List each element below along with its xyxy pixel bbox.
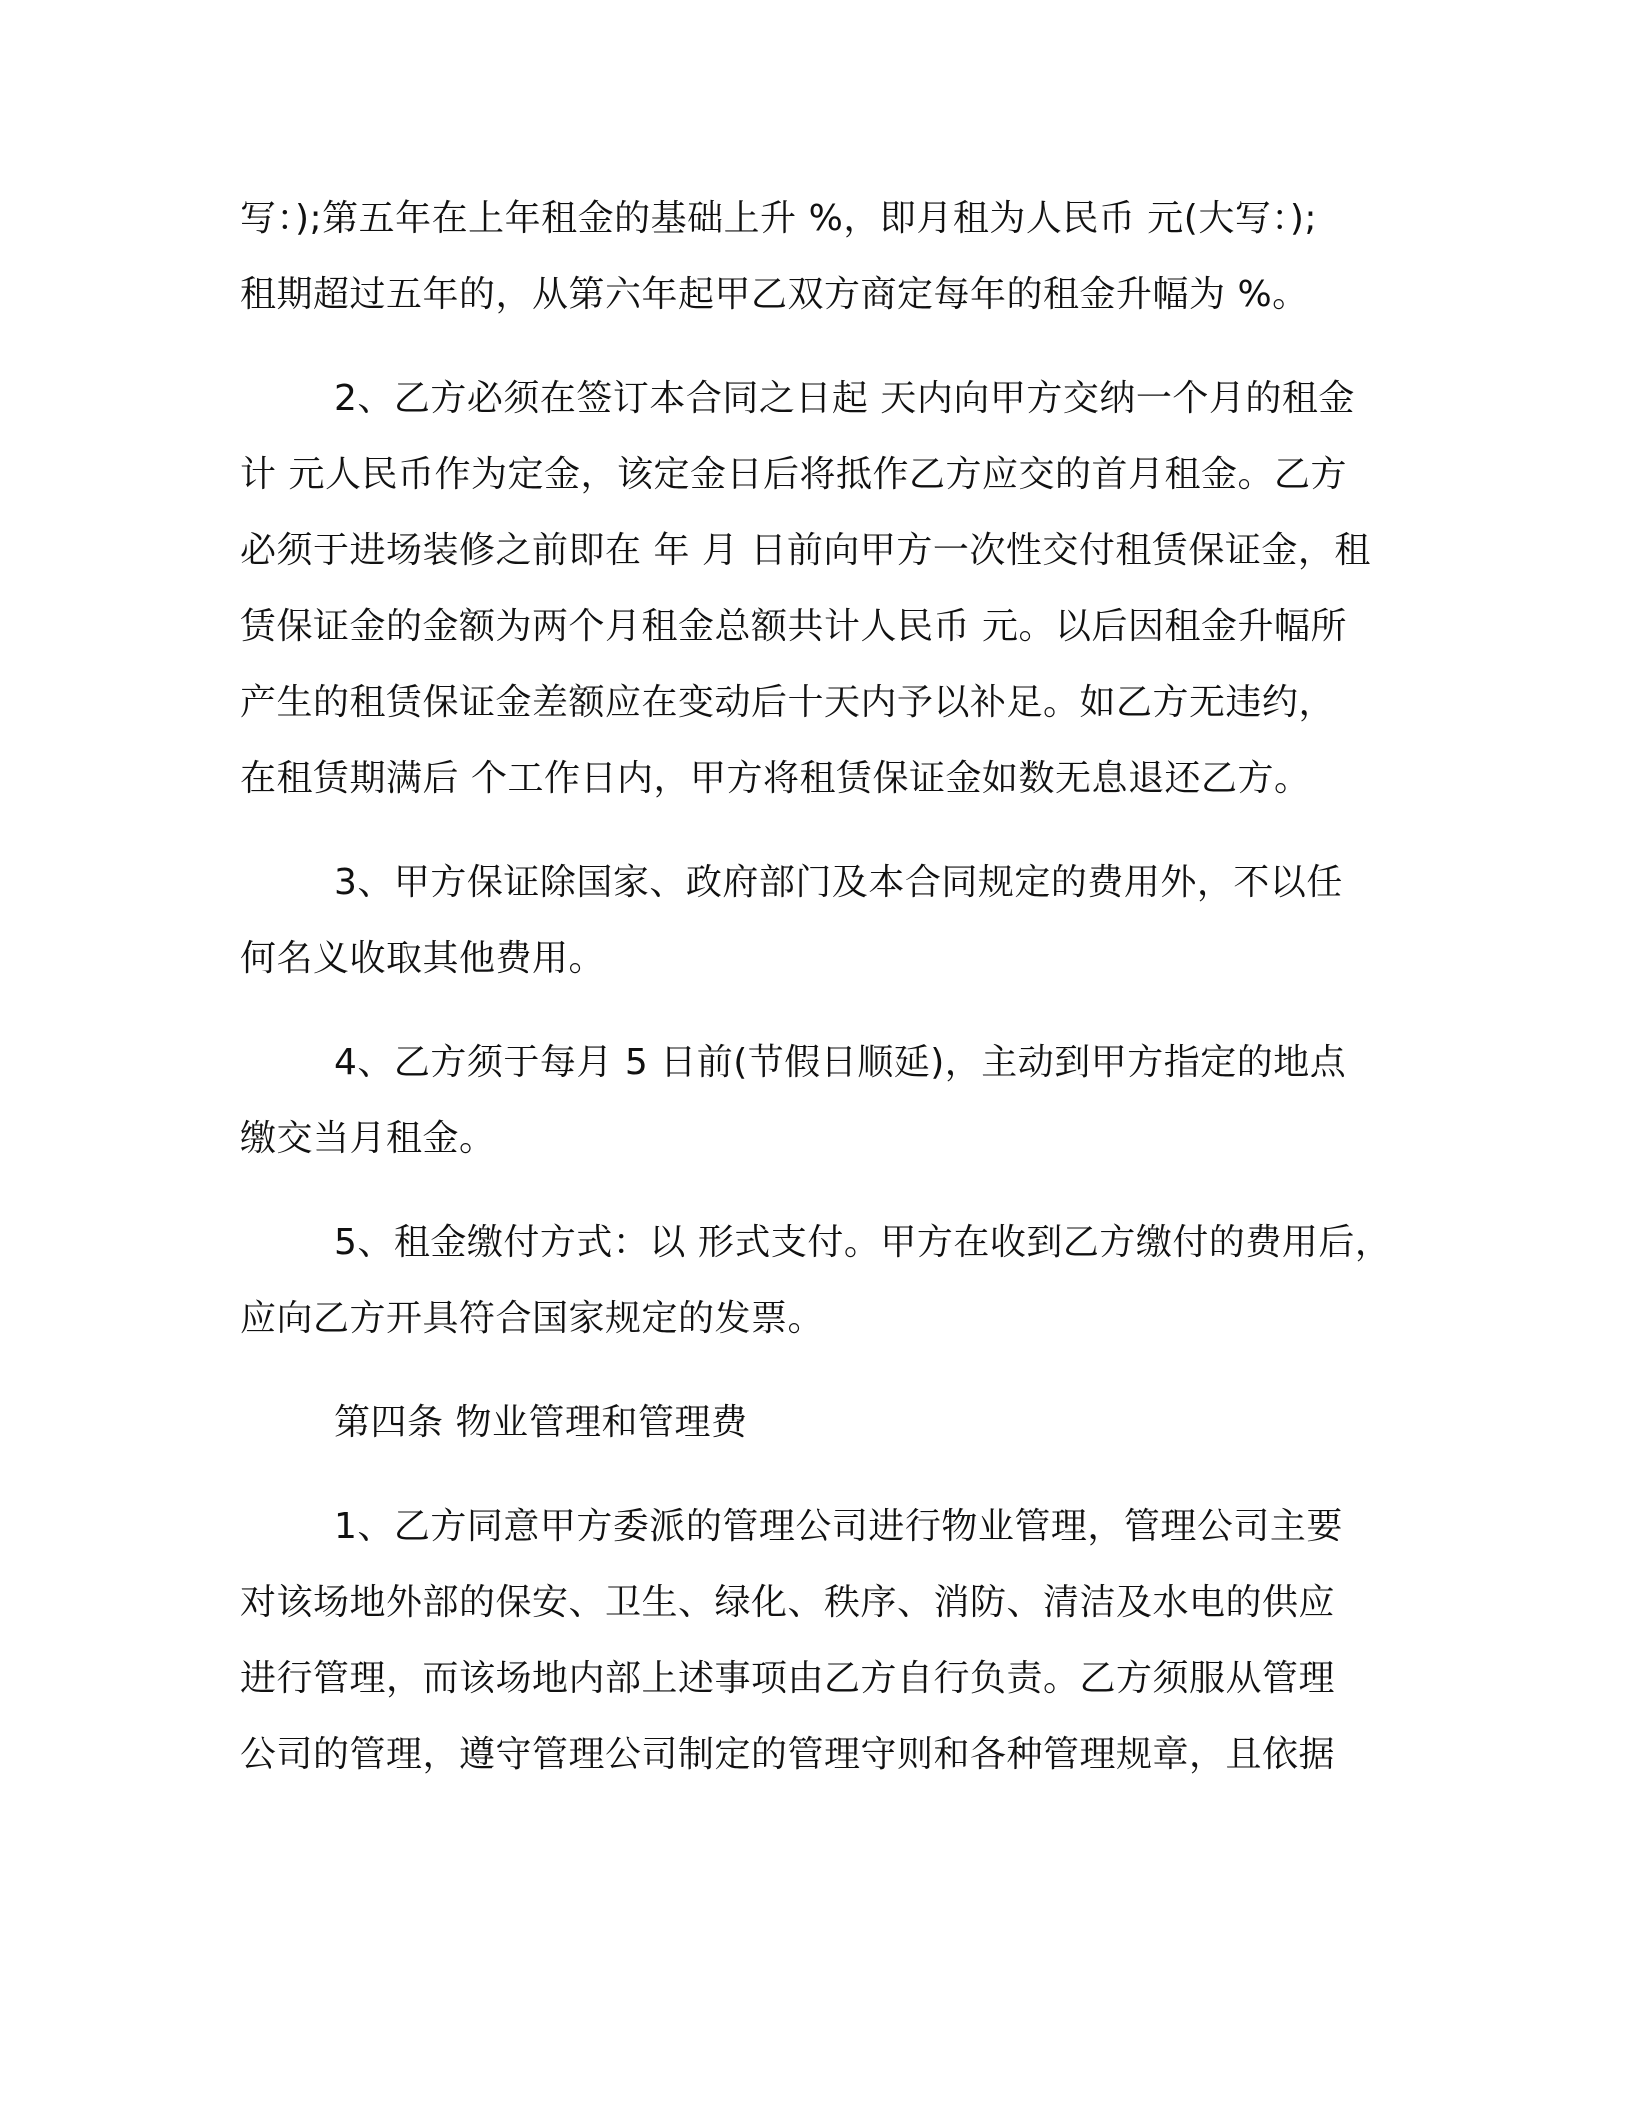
paragraph-4-start: 4、乙方须于每月 5 日前(节假日顺延)，主动到甲方指定的地点 <box>334 1042 1347 1083</box>
text-line: 计 元人民币作为定金，该定金日后将抵作乙方应交的首月租金。乙方 <box>240 454 1347 495</box>
text-line: 进行管理，而该场地内部上述事项由乙方自行负责。乙方须服从管理 <box>240 1658 1336 1699</box>
text-line: 在租赁期满后 个工作日内，甲方将租赁保证金如数无息退还乙方。 <box>240 758 1311 799</box>
text-line: 缴交当月租金。 <box>240 1118 496 1159</box>
paragraph-5-start: 5、租金缴付方式：以 形式支付。甲方在收到乙方缴付的费用后， <box>334 1222 1392 1263</box>
paragraph-3-start: 3、甲方保证除国家、政府部门及本合同规定的费用外，不以任 <box>334 862 1343 903</box>
text-line: 对该场地外部的保安、卫生、绿化、秩序、消防、清洁及水电的供应 <box>240 1582 1336 1623</box>
text-line: 必须于进场装修之前即在 年 月 日前向甲方一次性交付租赁保证金，租 <box>240 530 1371 571</box>
paragraph-1-start: 1、乙方同意甲方委派的管理公司进行物业管理，管理公司主要 <box>334 1506 1343 1547</box>
text-line: 产生的租赁保证金差额应在变动后十天内予以补足。如乙方无违约， <box>240 682 1336 723</box>
text-line: 应向乙方开具符合国家规定的发票。 <box>240 1298 825 1339</box>
text-line: 何名义收取其他费用。 <box>240 938 606 979</box>
text-line: 写：);第五年在上年租金的基础上升 %，即月租为人民币 元(大写：); <box>240 198 1317 239</box>
text-line: 赁保证金的金额为两个月租金总额共计人民币 元。以后因租金升幅所 <box>240 606 1347 647</box>
text-line: 公司的管理，遵守管理公司制定的管理守则和各种管理规章，且依据 <box>240 1734 1336 1775</box>
text-line: 租期超过五年的，从第六年起甲乙双方商定每年的租金升幅为 %。 <box>240 274 1309 315</box>
paragraph-2-start: 2、乙方必须在签订本合同之日起 天内向甲方交纳一个月的租金 <box>334 378 1355 419</box>
section-heading: 第四条 物业管理和管理费 <box>334 1402 748 1443</box>
